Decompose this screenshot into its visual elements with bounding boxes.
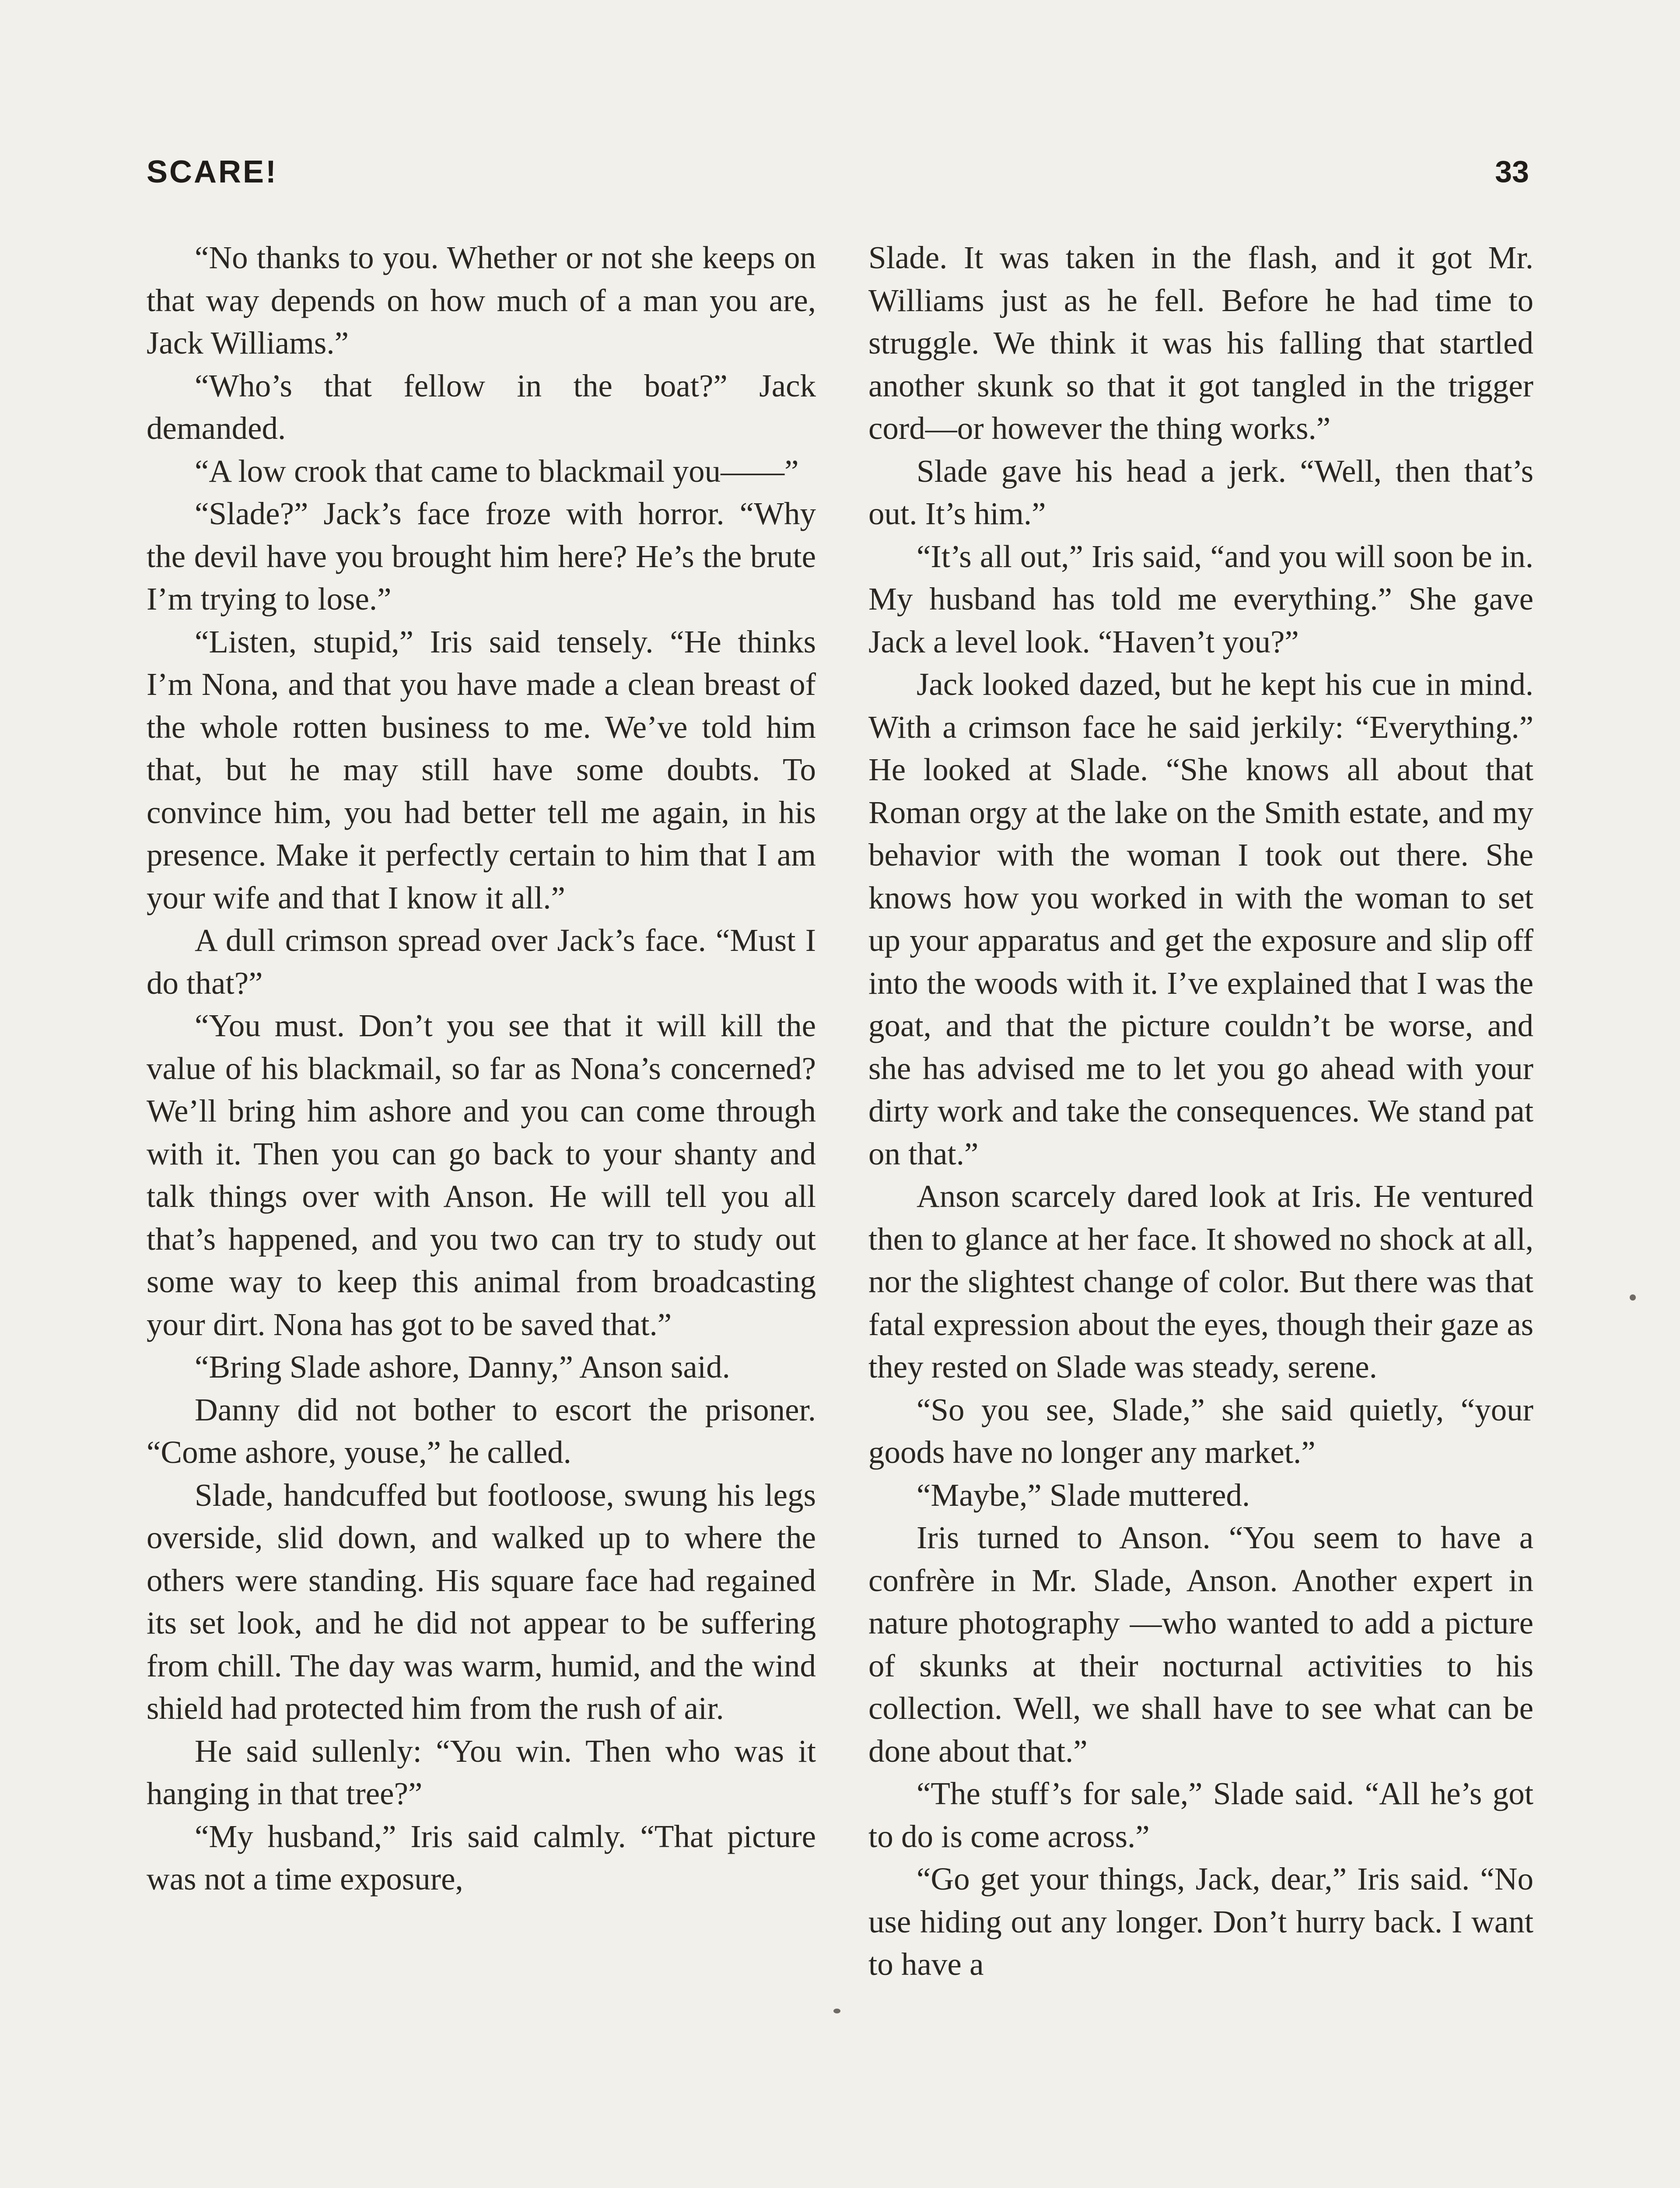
paragraph: “No thanks to you. Whether or not she keeps on that way depends on how much of a man you are, Jack Williams.” — [147, 240, 816, 361]
page-number: 33 — [1495, 154, 1529, 189]
paragraph: “Who’s that fellow in the boat?” Jack demanded. — [147, 368, 816, 446]
magazine-title: SCARE! — [147, 154, 278, 189]
right-text-column — [868, 236, 1533, 1986]
paragraph: Slade, handcuffed but footloose, swung his legs overside, slid down, and walked up to where the others were standing. His square face had regained its set look, and he did not appear to be suffering from chill. The day was warm, humid, and the wind shield had protected him from the rush of air. — [147, 1477, 816, 1726]
paragraph: “Bring Slade ashore, Danny,” Anson said. — [195, 1349, 730, 1385]
running-header — [147, 154, 1529, 198]
paragraph: A dull crimson spread over Jack’s face. “Must I do that?” — [147, 922, 816, 1001]
paragraph: Danny did not bother to escort the prisoner. “Come ashore, youse,” he called. — [147, 1392, 816, 1470]
paragraph: Anson scarcely dared look at Iris. He ventured then to glance at her face. It showed no shock at all, nor the slightest change of color. But there was that fatal expression about the eyes, though their gaze as they rested on Slade was steady, serene. — [868, 1178, 1533, 1385]
paragraph: Jack looked dazed, but he kept his cue in mind. With a crimson face he said jerkily: “Everything.” He looked at Slade. “She knows all about that Roman orgy at the lake on the Smith estate, and my behavior with the woman I took out there. She knows how you worked in with the woman to set up your apparatus and get the exposure and slip off into the woods with it. I’ve explained that I was the goat, and that the picture couldn’t be worse, and she has advised me to let you go ahead with your dirty work and take the consequences. We stand pat on that.” — [868, 666, 1533, 1171]
paragraph: “My husband,” Iris said calmly. “That picture was not a time exposure, — [147, 1818, 816, 1897]
paragraph: “Slade?” Jack’s face froze with horror. “Why the devil have you brought him here? He’s the brute I’m trying to lose.” — [147, 496, 816, 617]
left-text-column — [147, 236, 816, 1900]
paragraph: “So you see, Slade,” she said quietly, “your goods have no longer any market.” — [868, 1392, 1533, 1470]
paragraph: “You must. Don’t you see that it will kill the value of his blackmail, so far as Nona’s concerned? We’ll bring him ashore and you can come through with it. Then you can go back to your shanty and talk things over with Anson. He will tell you all that’s happened, and you two can try to study out some way to keep this animal from broadcasting your dirt. Nona has got to be saved that.” — [147, 1008, 816, 1342]
paragraph: “It’s all out,” Iris said, “and you will soon be in. My husband has told me everything.” She gave Jack a level look. “Haven’t you?” — [868, 538, 1533, 659]
paragraph: Iris turned to Anson. “You seem to have a confrère in Mr. Slade, Anson. Another expert in nature photography —who wanted to add a picture of skunks at their nocturnal activities to his collection. Well, we shall have to see what can be done about that.” — [868, 1520, 1533, 1769]
paragraph: “The stuff’s for sale,” Slade said. “All he’s got to do is come across.” — [868, 1776, 1533, 1854]
paragraph: “Listen, stupid,” Iris said tensely. “He thinks I’m Nona, and that you have made a clean breast of the whole rotten business to me. We’ve told him that, but he may still have some doubts. To convince him, you had better tell me again, in his presence. Make it perfectly certain to him that I am your wife and that I know it all.” — [147, 624, 816, 915]
paragraph: “Go get your things, Jack, dear,” Iris said. “No use hiding out any longer. Don’t hurry back. I want to have a — [868, 1861, 1533, 1982]
paragraph: “Maybe,” Slade muttered. — [917, 1477, 1250, 1513]
paragraph: Slade. It was taken in the flash, and it got Mr. Williams just as he fell. Before he had time to struggle. We think it was his falling that startled another skunk so that it got tangled in the trigger cord—or however the thing works.” — [868, 240, 1533, 446]
print-speck — [1630, 1294, 1636, 1301]
paragraph: “A low crook that came to blackmail you——” — [195, 453, 799, 489]
print-speck — [833, 2009, 840, 2013]
paragraph: He said sullenly: “You win. Then who was it hanging in that tree?” — [147, 1733, 816, 1811]
paragraph: Slade gave his head a jerk. “Well, then that’s out. It’s him.” — [868, 453, 1533, 531]
